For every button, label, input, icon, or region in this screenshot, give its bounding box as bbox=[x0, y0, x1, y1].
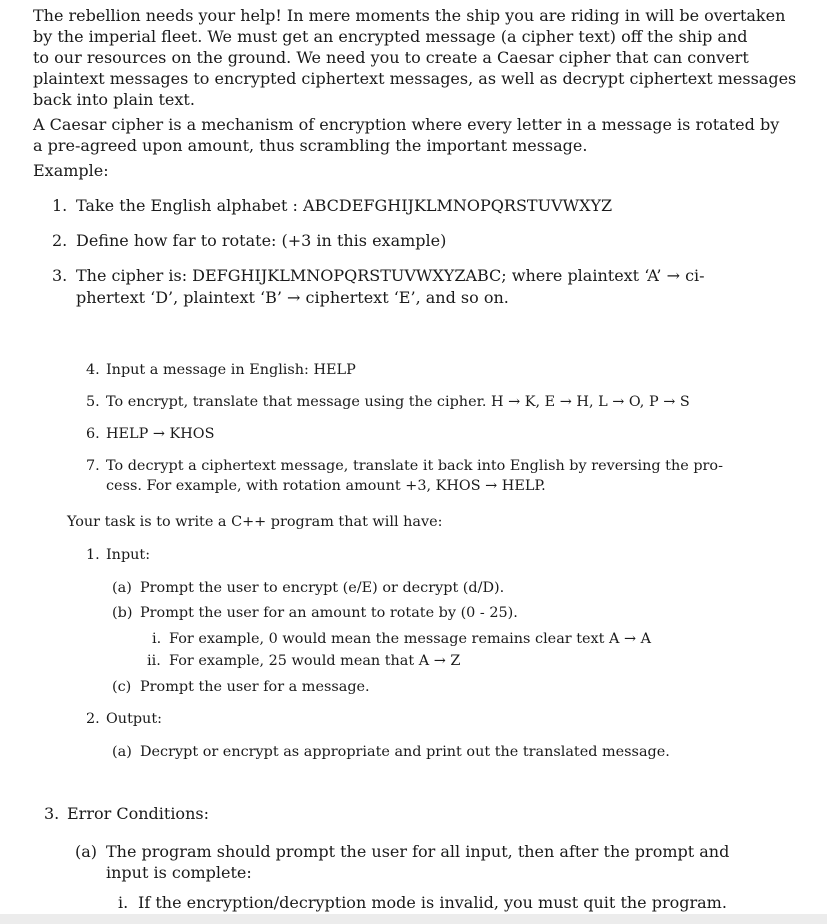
output-a-label: (a) bbox=[112, 744, 132, 760]
intro-p1-line-2: by the imperial fleet. We must get an encrypted message (a cipher text) off the ship and bbox=[33, 27, 748, 46]
input-number: 1. bbox=[86, 547, 100, 563]
input-b-label: (b) bbox=[112, 605, 133, 621]
step-1-number: 1. bbox=[52, 196, 68, 215]
step-7-text-line-2: cess. For example, with rotation amount +3, KHOS → HELP. bbox=[106, 478, 546, 494]
errors-a-label: (a) bbox=[75, 842, 98, 861]
errors-number: 3. bbox=[44, 804, 60, 823]
input-b-ii-text: For example, 25 would mean that A → Z bbox=[169, 653, 461, 669]
errors-heading: Error Conditions: bbox=[67, 804, 209, 823]
step-3-number: 3. bbox=[52, 266, 68, 285]
input-b-i-text: For example, 0 would mean the message remains clear text A → A bbox=[169, 631, 651, 647]
errors-i-text: If the encryption/decryption mode is invalid, you must quit the program. bbox=[138, 893, 727, 912]
errors-a-text-line-2: input is complete: bbox=[106, 863, 252, 882]
step-4-number: 4. bbox=[86, 362, 100, 378]
step-7-text-line-1: To decrypt a ciphertext message, translate it back into English by reversing the pro- bbox=[106, 458, 723, 474]
input-b-text: Prompt the user for an amount to rotate by (0 - 25). bbox=[140, 605, 518, 621]
task-intro: Your task is to write a C++ program that will have: bbox=[67, 514, 443, 530]
output-heading: Output: bbox=[106, 711, 162, 727]
input-c-text: Prompt the user for a message. bbox=[140, 679, 370, 695]
input-a-text: Prompt the user to encrypt (e/E) or decrypt (d/D). bbox=[140, 580, 505, 596]
step-5-text: To encrypt, translate that message using the cipher. H → K, E → H, L → O, P → S bbox=[106, 394, 690, 410]
intro-p1-line-3: to our resources on the ground. We need you to create a Caesar cipher that can convert bbox=[33, 48, 749, 67]
step-2-text: Define how far to rotate: (+3 in this example) bbox=[76, 231, 447, 250]
step-5-number: 5. bbox=[86, 394, 100, 410]
input-a-label: (a) bbox=[112, 580, 132, 596]
input-b-i-label: i. bbox=[152, 631, 162, 647]
step-4-text: Input a message in English: HELP bbox=[106, 362, 356, 378]
errors-a-text-line-1: The program should prompt the user for all input, then after the prompt and bbox=[106, 842, 730, 861]
input-b-ii-label: ii. bbox=[147, 653, 161, 669]
step-6-number: 6. bbox=[86, 426, 100, 442]
intro-p1-line-5: back into plain text. bbox=[33, 90, 195, 109]
input-heading: Input: bbox=[106, 547, 151, 563]
intro-p2-line-1: A Caesar cipher is a mechanism of encryption where every letter in a message is rotated by bbox=[33, 115, 780, 134]
intro-p2-line-2: a pre-agreed upon amount, thus scrambling the important message. bbox=[33, 136, 588, 155]
step-1-text: Take the English alphabet : ABCDEFGHIJKLMNOPQRSTUVWXYZ bbox=[76, 196, 613, 215]
step-6-text: HELP → KHOS bbox=[106, 426, 215, 442]
output-number: 2. bbox=[86, 711, 100, 727]
example-label: Example: bbox=[33, 161, 109, 180]
output-a-text: Decrypt or encrypt as appropriate and print out the translated message. bbox=[140, 744, 670, 760]
intro-p1-line-1: The rebellion needs your help! In mere moments the ship you are riding in will be overtaken bbox=[33, 6, 786, 25]
input-c-label: (c) bbox=[112, 679, 132, 695]
page-bottom-bar bbox=[0, 914, 827, 924]
step-3-text-line-1: The cipher is: DEFGHIJKLMNOPQRSTUVWXYZABC; where plaintext ‘A’ → ci- bbox=[76, 266, 705, 285]
intro-p1-line-4: plaintext messages to encrypted ciphertext messages, as well as decrypt ciphertext messages bbox=[33, 69, 797, 88]
errors-i-label: i. bbox=[118, 893, 129, 912]
step-3-text-line-2: phertext ‘D’, plaintext ‘B’ → ciphertext ‘E’, and so on. bbox=[76, 288, 509, 307]
step-2-number: 2. bbox=[52, 231, 68, 250]
step-7-number: 7. bbox=[86, 458, 100, 474]
